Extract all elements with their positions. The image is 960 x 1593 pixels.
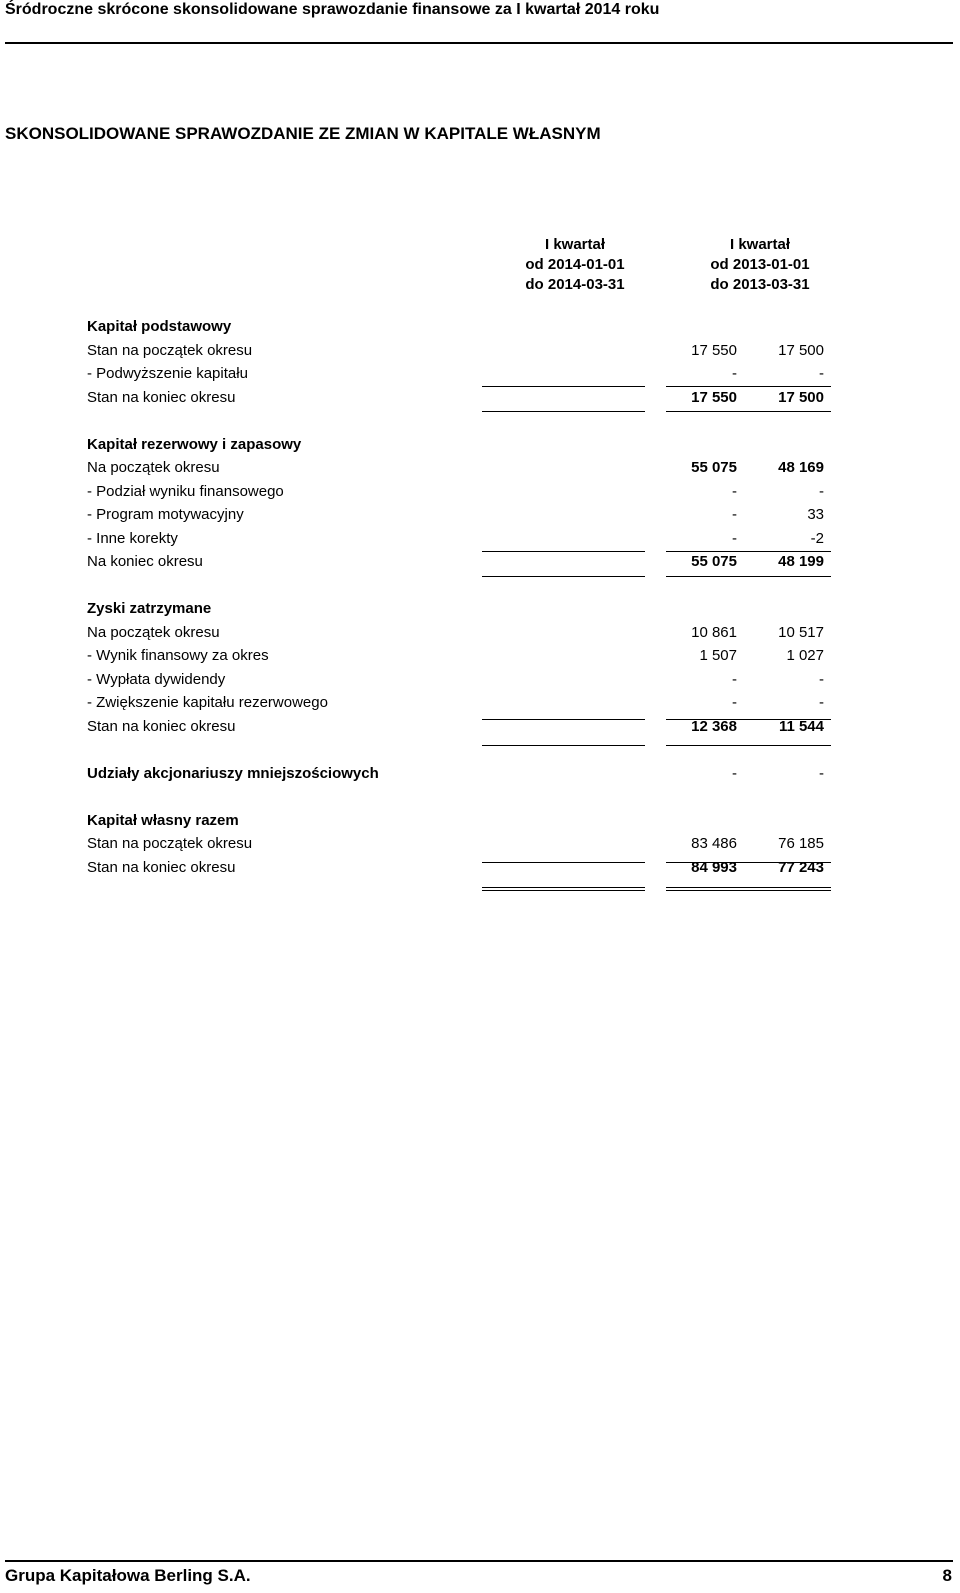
row-label: Stan na koniec okresu	[87, 388, 236, 406]
value-2014: -	[732, 529, 737, 547]
row-label: - Wynik finansowy za okres	[87, 647, 269, 664]
value-2013: 11 544	[778, 717, 824, 735]
table-row-total	[87, 386, 847, 410]
section-heading	[87, 315, 847, 339]
column-header-from: od 2013-01-01	[710, 256, 810, 273]
value-2014: -	[732, 506, 737, 523]
table-row	[87, 339, 847, 363]
value-2013: 48 199	[778, 553, 824, 570]
row-label: Stan na początek okresu	[87, 341, 253, 359]
value-2013: 17 500	[778, 341, 824, 359]
row-label: Na początek okresu	[87, 623, 220, 641]
row-label: - Inne korekty	[87, 529, 178, 547]
row-label: Stan na początek okresu	[87, 835, 253, 852]
value-2014: 12 368	[691, 717, 737, 735]
table-row	[87, 480, 847, 504]
column-header-to: do 2013-03-31	[710, 276, 810, 293]
value-2014: 84 993	[691, 858, 737, 876]
value-2014: 17 550	[691, 341, 737, 359]
value-2013: 48 169	[778, 459, 824, 476]
subtotal-rule	[482, 411, 645, 412]
subtotal-rule	[482, 551, 645, 552]
row-label: Udziały akcjonariuszy mniejszościowych	[87, 764, 379, 782]
table-row	[87, 456, 847, 480]
header-divider	[5, 42, 953, 44]
table-row	[87, 362, 847, 386]
column-header-2013	[690, 235, 830, 295]
row-label: - Program motywacyjny	[87, 506, 244, 523]
subtotal-rule	[666, 551, 831, 552]
footer-divider	[5, 1560, 953, 1562]
section-heading	[87, 433, 847, 457]
row-label: - Zwiększenie kapitału rezerwowego	[87, 694, 328, 711]
column-header-period: I kwartał	[544, 236, 606, 253]
subtotal-rule	[482, 386, 645, 387]
section-heading	[87, 597, 847, 621]
section-heading-label: Kapitał rezerwowy i zapasowy	[87, 435, 302, 453]
value-2014: 1 507	[699, 647, 737, 664]
value-2013: -	[819, 670, 824, 688]
table-row	[87, 621, 847, 645]
row-label: Stan na koniec okresu	[87, 717, 236, 735]
total-rule	[482, 862, 645, 863]
row-label: - Wypłata dywidendy	[87, 670, 226, 688]
value-2013: -	[819, 482, 824, 500]
value-2013: -	[819, 365, 824, 382]
document-title: SKONSOLIDOWANE SPRAWOZDANIE ZE ZMIAN W KAPITALE WŁASNYM	[5, 124, 601, 143]
value-2013: 1 027	[786, 647, 824, 664]
total-double-rule	[482, 887, 645, 888]
total-double-rule	[666, 887, 831, 888]
table-row-total	[87, 550, 847, 574]
page-header-title: Śródroczne skrócone skonsolidowane sprawozdanie finansowe za I kwartał 2014 roku	[5, 1, 660, 18]
value-2014: 55 075	[691, 459, 737, 476]
value-2014: -	[732, 365, 737, 382]
minority-interest-row	[87, 762, 847, 786]
page-number: 8	[942, 1566, 952, 1585]
value-2014: 10 861	[691, 623, 737, 641]
value-2014: 55 075	[691, 553, 737, 570]
section-heading-label: Kapitał własny razem	[87, 811, 239, 829]
subtotal-rule	[666, 411, 831, 412]
value-2013: 17 500	[778, 388, 824, 406]
row-label: - Podział wyniku finansowego	[87, 482, 284, 500]
table-row	[87, 668, 847, 692]
equity-changes-table	[87, 315, 847, 879]
subtotal-rule	[666, 386, 831, 387]
table-row-total	[87, 856, 847, 880]
value-2014: -	[732, 764, 737, 782]
subtotal-rule	[482, 576, 645, 577]
table-row	[87, 832, 847, 856]
value-2013: 33	[807, 506, 824, 523]
value-2014: -	[732, 694, 737, 711]
table-row	[87, 527, 847, 551]
column-header-from: od 2014-01-01	[525, 256, 625, 273]
subtotal-rule	[482, 719, 645, 720]
table-row	[87, 691, 847, 715]
subtotal-rule	[482, 745, 645, 746]
row-label: Na początek okresu	[87, 459, 220, 476]
value-2013: -	[819, 694, 824, 711]
value-2014: 83 486	[691, 835, 737, 852]
row-label: Stan na koniec okresu	[87, 858, 236, 876]
table-row	[87, 644, 847, 668]
subtotal-rule	[666, 719, 831, 720]
column-header-2014	[505, 235, 645, 295]
row-label: Na koniec okresu	[87, 553, 203, 570]
row-label: - Podwyższenie kapitału	[87, 365, 248, 382]
total-double-rule	[666, 890, 831, 891]
section-heading-label: Kapitał podstawowy	[87, 318, 232, 335]
value-2014: -	[732, 482, 737, 500]
subtotal-rule	[666, 576, 831, 577]
value-2013: 77 243	[778, 858, 824, 876]
subtotal-rule	[666, 745, 831, 746]
section-heading	[87, 809, 847, 833]
value-2014: 17 550	[691, 388, 737, 406]
value-2013: 76 185	[778, 835, 824, 852]
value-2013: 10 517	[778, 623, 824, 641]
value-2013: -	[819, 764, 824, 782]
table-row	[87, 503, 847, 527]
column-header-period: I kwartał	[729, 236, 791, 253]
value-2014: -	[732, 670, 737, 688]
footer-company: Grupa Kapitałowa Berling S.A.	[5, 1566, 251, 1585]
total-rule	[666, 862, 831, 863]
section-heading-label: Zyski zatrzymane	[87, 600, 212, 617]
value-2013: -2	[810, 529, 824, 547]
total-double-rule	[482, 890, 645, 891]
column-header-to: do 2014-03-31	[525, 276, 625, 293]
